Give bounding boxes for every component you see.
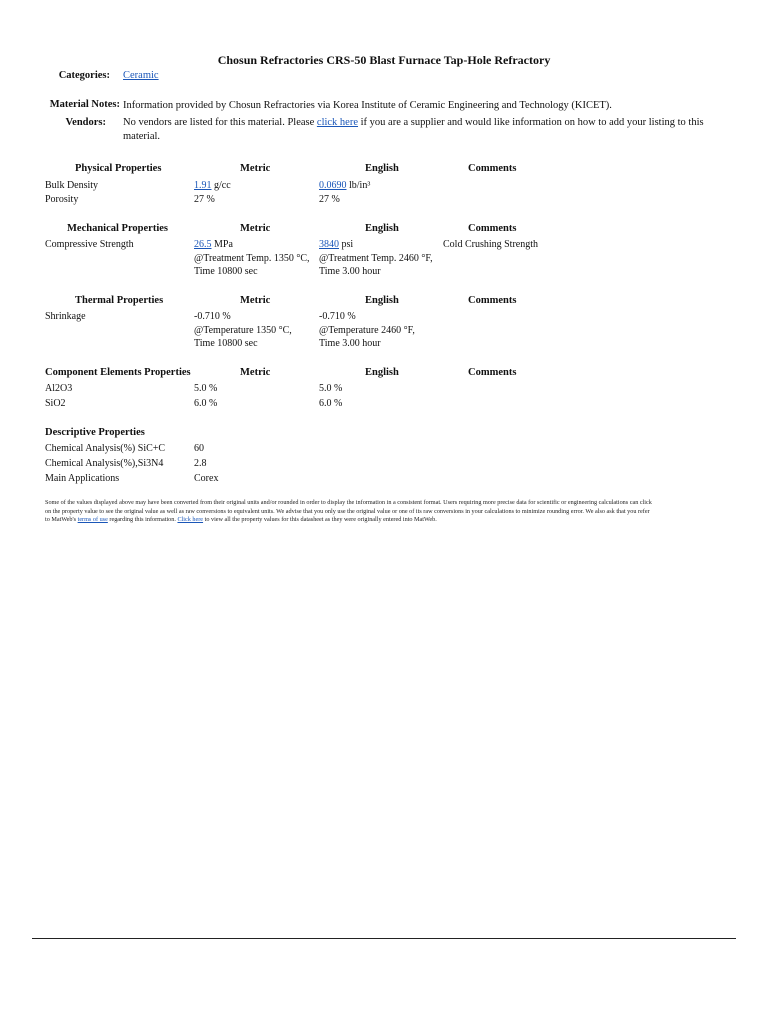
mechanical-comments-header: Comments [468, 223, 517, 234]
physical-metric-header: Metric [240, 163, 271, 174]
component-metric-header: Metric [240, 367, 271, 378]
vendors-click-here-link[interactable]: click here [316, 117, 359, 128]
shrinkage-metric-condition: @Temperature 1350 °C, [194, 324, 292, 336]
sio2-metric: 6.0 % [194, 398, 218, 409]
porosity-metric: 27 % [194, 194, 215, 205]
physical-properties-header: Physical Properties [75, 163, 162, 174]
thermal-properties-header: Thermal Properties [75, 295, 164, 306]
thermal-metric-header: Metric [240, 295, 271, 306]
sic-c-value: 60 [194, 443, 204, 454]
sio2-english: 6.0 % [319, 398, 343, 409]
footer-divider [32, 938, 736, 939]
shrinkage-english-time: Time 3.00 hour [319, 338, 381, 349]
compressive-strength-english-link[interactable]: 3840 [319, 239, 339, 250]
si3n4-value: 2.8 [194, 458, 207, 469]
porosity-english: 27 % [319, 194, 340, 205]
main-applications-value: Corex [194, 473, 219, 484]
component-english-header: English [365, 367, 399, 378]
material-notes-text: Information provided by Chosun Refractories via Korea Institute of Ceramic Engineering and Technology (KICET). [123, 100, 612, 111]
physical-comments-header: Comments [468, 163, 517, 174]
shrinkage-metric [194, 310, 292, 351]
component-properties-header: Component Elements Properties [45, 367, 191, 378]
disclaimer-line3-post: to view all the property values for this datasheet as they were originally entered into MatWeb. [203, 516, 437, 523]
categories-label: Categories: [58, 70, 110, 81]
property-name-main-applications: Main Applications [45, 473, 120, 484]
bulk-density-english-unit: lb/in³ [346, 180, 371, 191]
al2o3-metric: 5.0 % [194, 383, 218, 394]
thermal-english-header: English [365, 295, 399, 306]
compressive-strength-english-time: Time 3.00 hour [319, 266, 381, 277]
disclaimer [45, 499, 735, 525]
compressive-strength-metric [194, 238, 310, 279]
terms-of-use-link[interactable]: terms of use [77, 516, 108, 523]
property-name-al2o3: Al2O3 [45, 383, 73, 394]
property-name-porosity: Porosity [45, 194, 79, 205]
component-comments-header: Comments [468, 367, 517, 378]
disclaimer-click-here-link[interactable]: Click here [177, 516, 204, 523]
property-name-bulk-density: Bulk Density [45, 180, 99, 191]
material-notes-label: Material Notes: [49, 99, 120, 110]
disclaimer-line1: Some of the values displayed above may have been converted from their original units and/or rounded in order to display the information in a consistent format. Users requiring more precise data for scientific or engineering calculations can click [45, 499, 652, 506]
property-name-si3n4: Chemical Analysis(%),Si3N4 [45, 458, 164, 469]
shrinkage-metric-value: -0.710 % [194, 311, 231, 322]
property-name-sio2: SiO2 [45, 398, 66, 409]
bulk-density-english-link[interactable]: 0.0690 [319, 180, 347, 191]
vendors-pre: No vendors are listed for this material. Please [123, 117, 317, 128]
vendors-text [123, 116, 723, 144]
shrinkage-english [319, 310, 415, 351]
compressive-strength-metric-link[interactable]: 26.5 [194, 239, 212, 250]
mechanical-metric-header: Metric [240, 223, 271, 234]
property-name-sic-c: Chemical Analysis(%) SiC+C [45, 443, 166, 454]
disclaimer-line3-mid: regarding this information. [107, 516, 178, 523]
vendors-label: Vendors: [65, 117, 106, 128]
vendors-post: if you are a supplier and would like information on how to add your listing to this [358, 117, 704, 128]
property-name-shrinkage: Shrinkage [45, 311, 86, 322]
compressive-strength-metric-time: Time 10800 sec [194, 266, 258, 277]
vendors-line2: material. [123, 131, 161, 142]
disclaimer-line3-pre: to MatWeb's [45, 516, 78, 523]
compressive-strength-english [319, 238, 433, 279]
al2o3-english: 5.0 % [319, 383, 343, 394]
physical-english-header: English [365, 163, 399, 174]
category-link-ceramic[interactable]: Ceramic [123, 70, 159, 81]
bulk-density-english [319, 179, 370, 193]
bulk-density-metric-unit: g/cc [211, 180, 231, 191]
shrinkage-english-value: -0.710 % [319, 311, 356, 322]
compressive-strength-english-condition: @Treatment Temp. 2460 °F, [319, 252, 433, 264]
mechanical-properties-header: Mechanical Properties [67, 223, 168, 234]
compressive-strength-comment: Cold Crushing Strength [443, 239, 539, 250]
shrinkage-english-condition: @Temperature 2460 °F, [319, 324, 415, 336]
compressive-strength-metric-condition: @Treatment Temp. 1350 °C, [194, 252, 310, 264]
bulk-density-metric [194, 179, 231, 193]
thermal-comments-header: Comments [468, 295, 517, 306]
mechanical-english-header: English [365, 223, 399, 234]
bulk-density-metric-link[interactable]: 1.91 [194, 180, 212, 191]
compressive-strength-english-unit: psi [339, 239, 354, 250]
compressive-strength-metric-unit: MPa [211, 239, 233, 250]
page-title: Chosun Refractories CRS-50 Blast Furnace Tap-Hole Refractory [217, 53, 551, 67]
shrinkage-metric-time: Time 10800 sec [194, 338, 258, 349]
descriptive-properties-header: Descriptive Properties [45, 427, 145, 438]
disclaimer-line2: on the property value to see the original value as well as raw conversions to equivalent units. We advise that you only use the original value or one of its raw conversions in your calculations to minimize rounding error. We also ask that you refer [45, 507, 650, 515]
property-name-compressive-strength: Compressive Strength [45, 239, 134, 250]
